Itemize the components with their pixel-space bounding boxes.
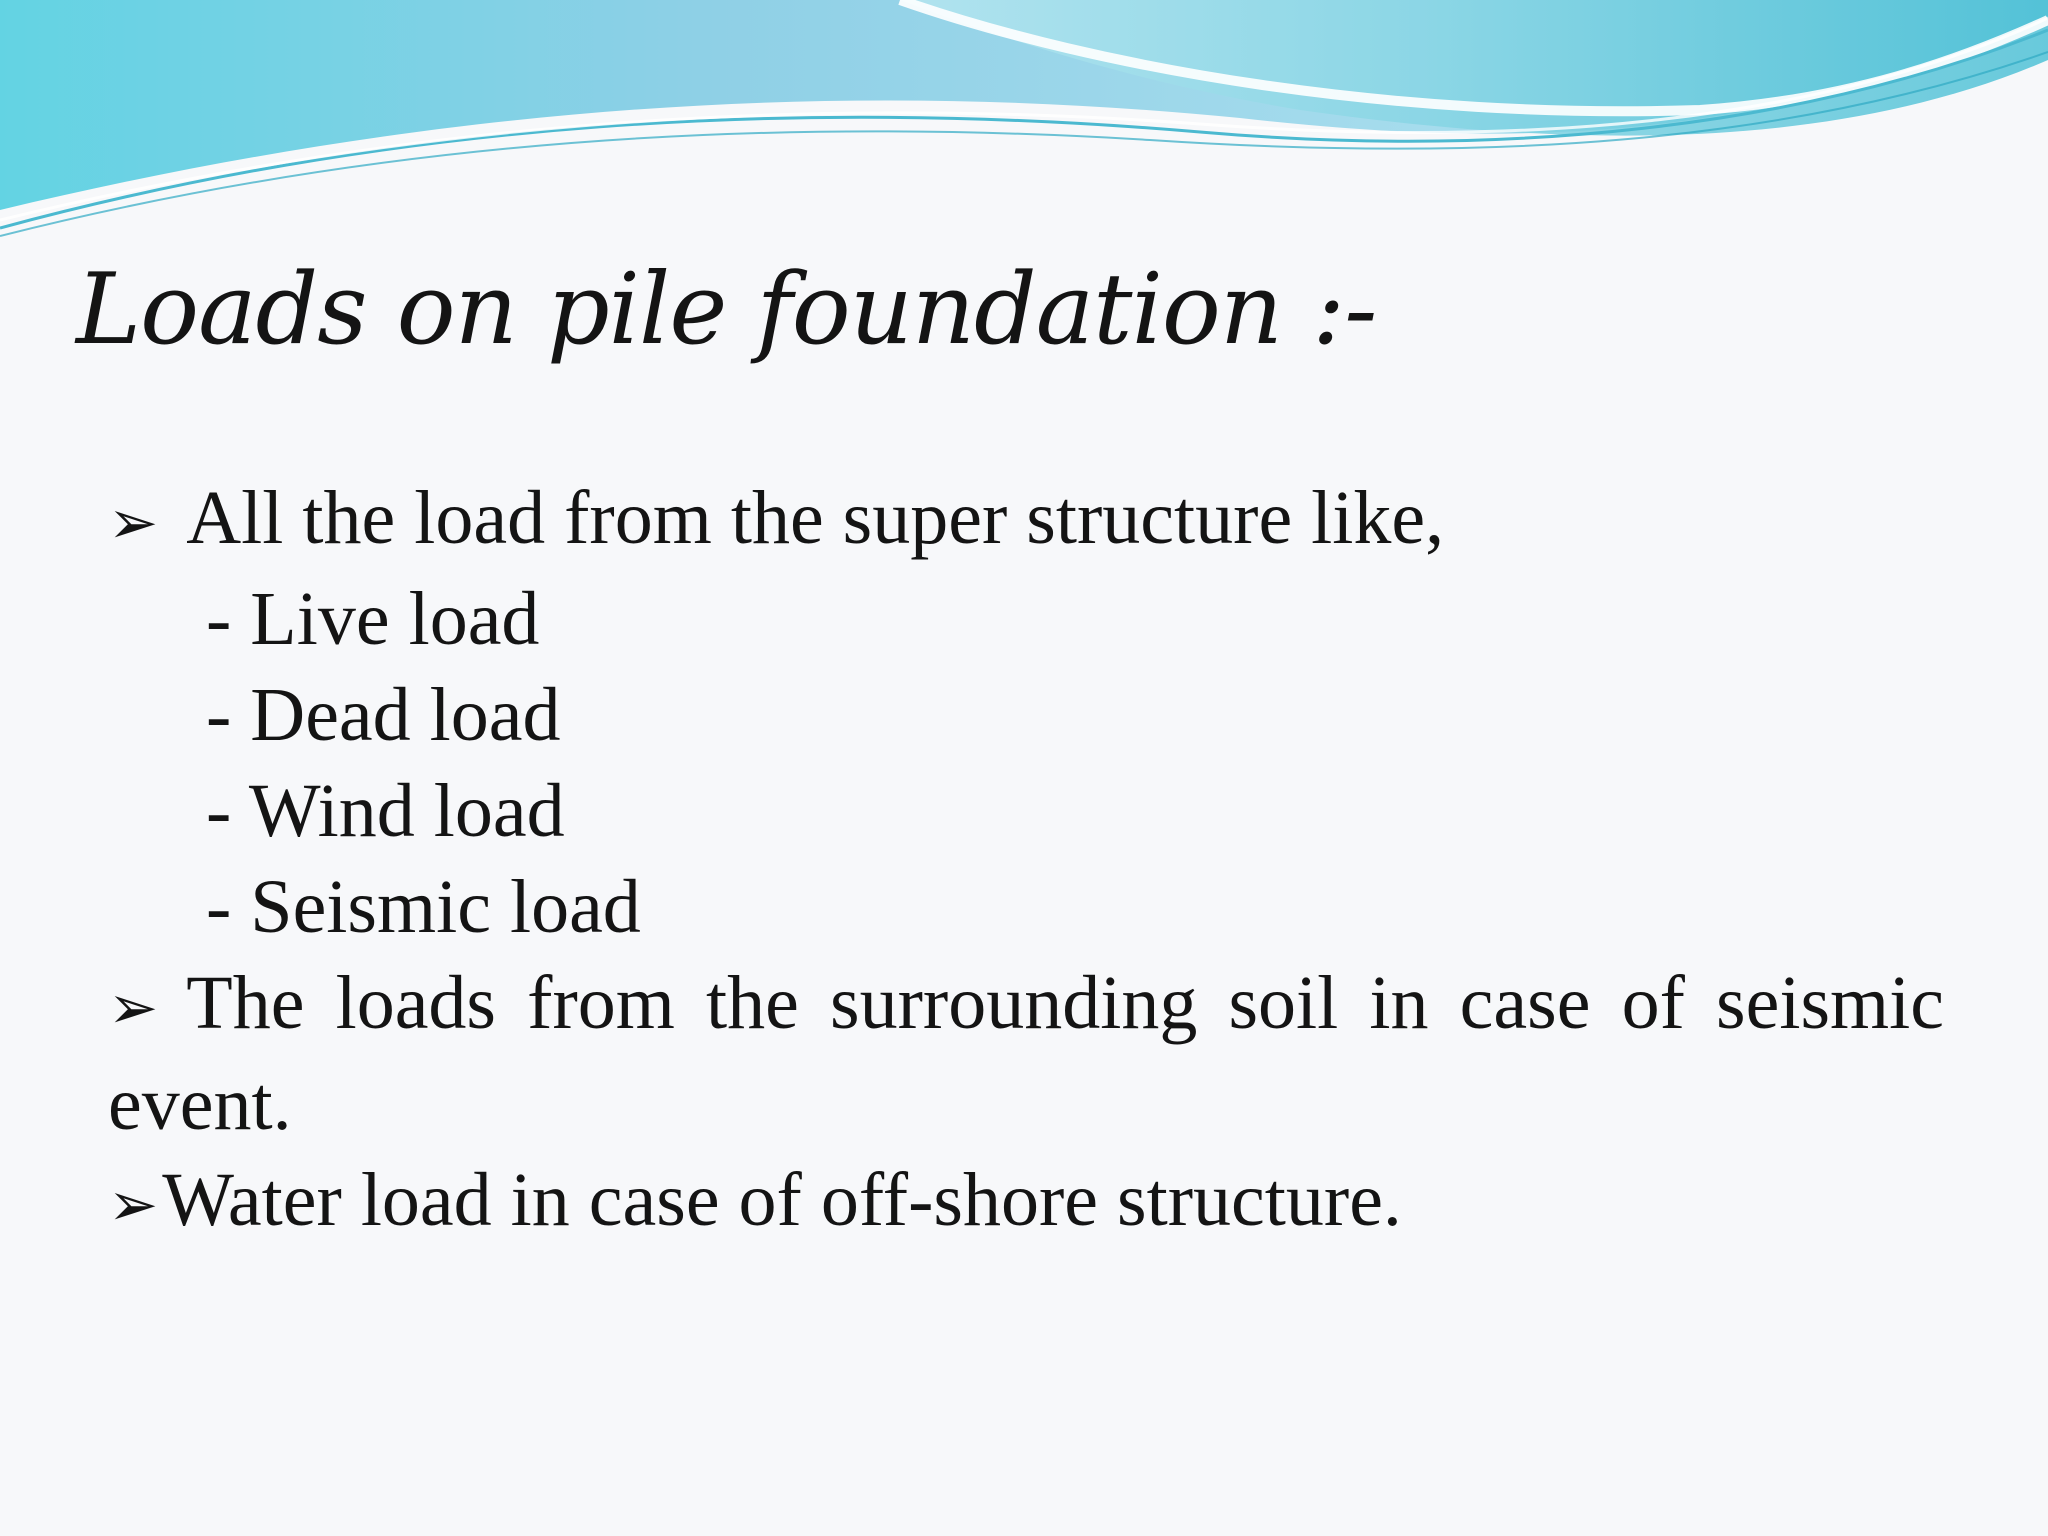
sub-list-item: - Wind load <box>206 769 565 853</box>
sub-list-item: - Live load <box>206 577 540 661</box>
sub-list-item: - Dead load <box>206 673 561 757</box>
slide-content <box>108 470 1944 1253</box>
sub-list-item: - Seismic load <box>206 865 641 949</box>
list-item <box>108 470 1944 571</box>
list-item <box>108 1152 1944 1253</box>
arrow-bullet-icon: ➢ <box>108 488 159 558</box>
point-text: All the load from the super structure like, <box>186 476 1445 560</box>
point-text: Water load in case of off-shore structure. <box>162 1158 1402 1242</box>
slide-title: Loads on pile foundation :- <box>76 253 1377 367</box>
wave-header-decoration <box>0 0 2048 240</box>
point-text: The loads from the surrounding soil in case of seismic event. <box>108 961 1944 1146</box>
arrow-bullet-icon: ➢ <box>108 973 159 1043</box>
arrow-bullet-icon: ➢ <box>108 1170 159 1240</box>
list-item <box>108 955 1944 1152</box>
